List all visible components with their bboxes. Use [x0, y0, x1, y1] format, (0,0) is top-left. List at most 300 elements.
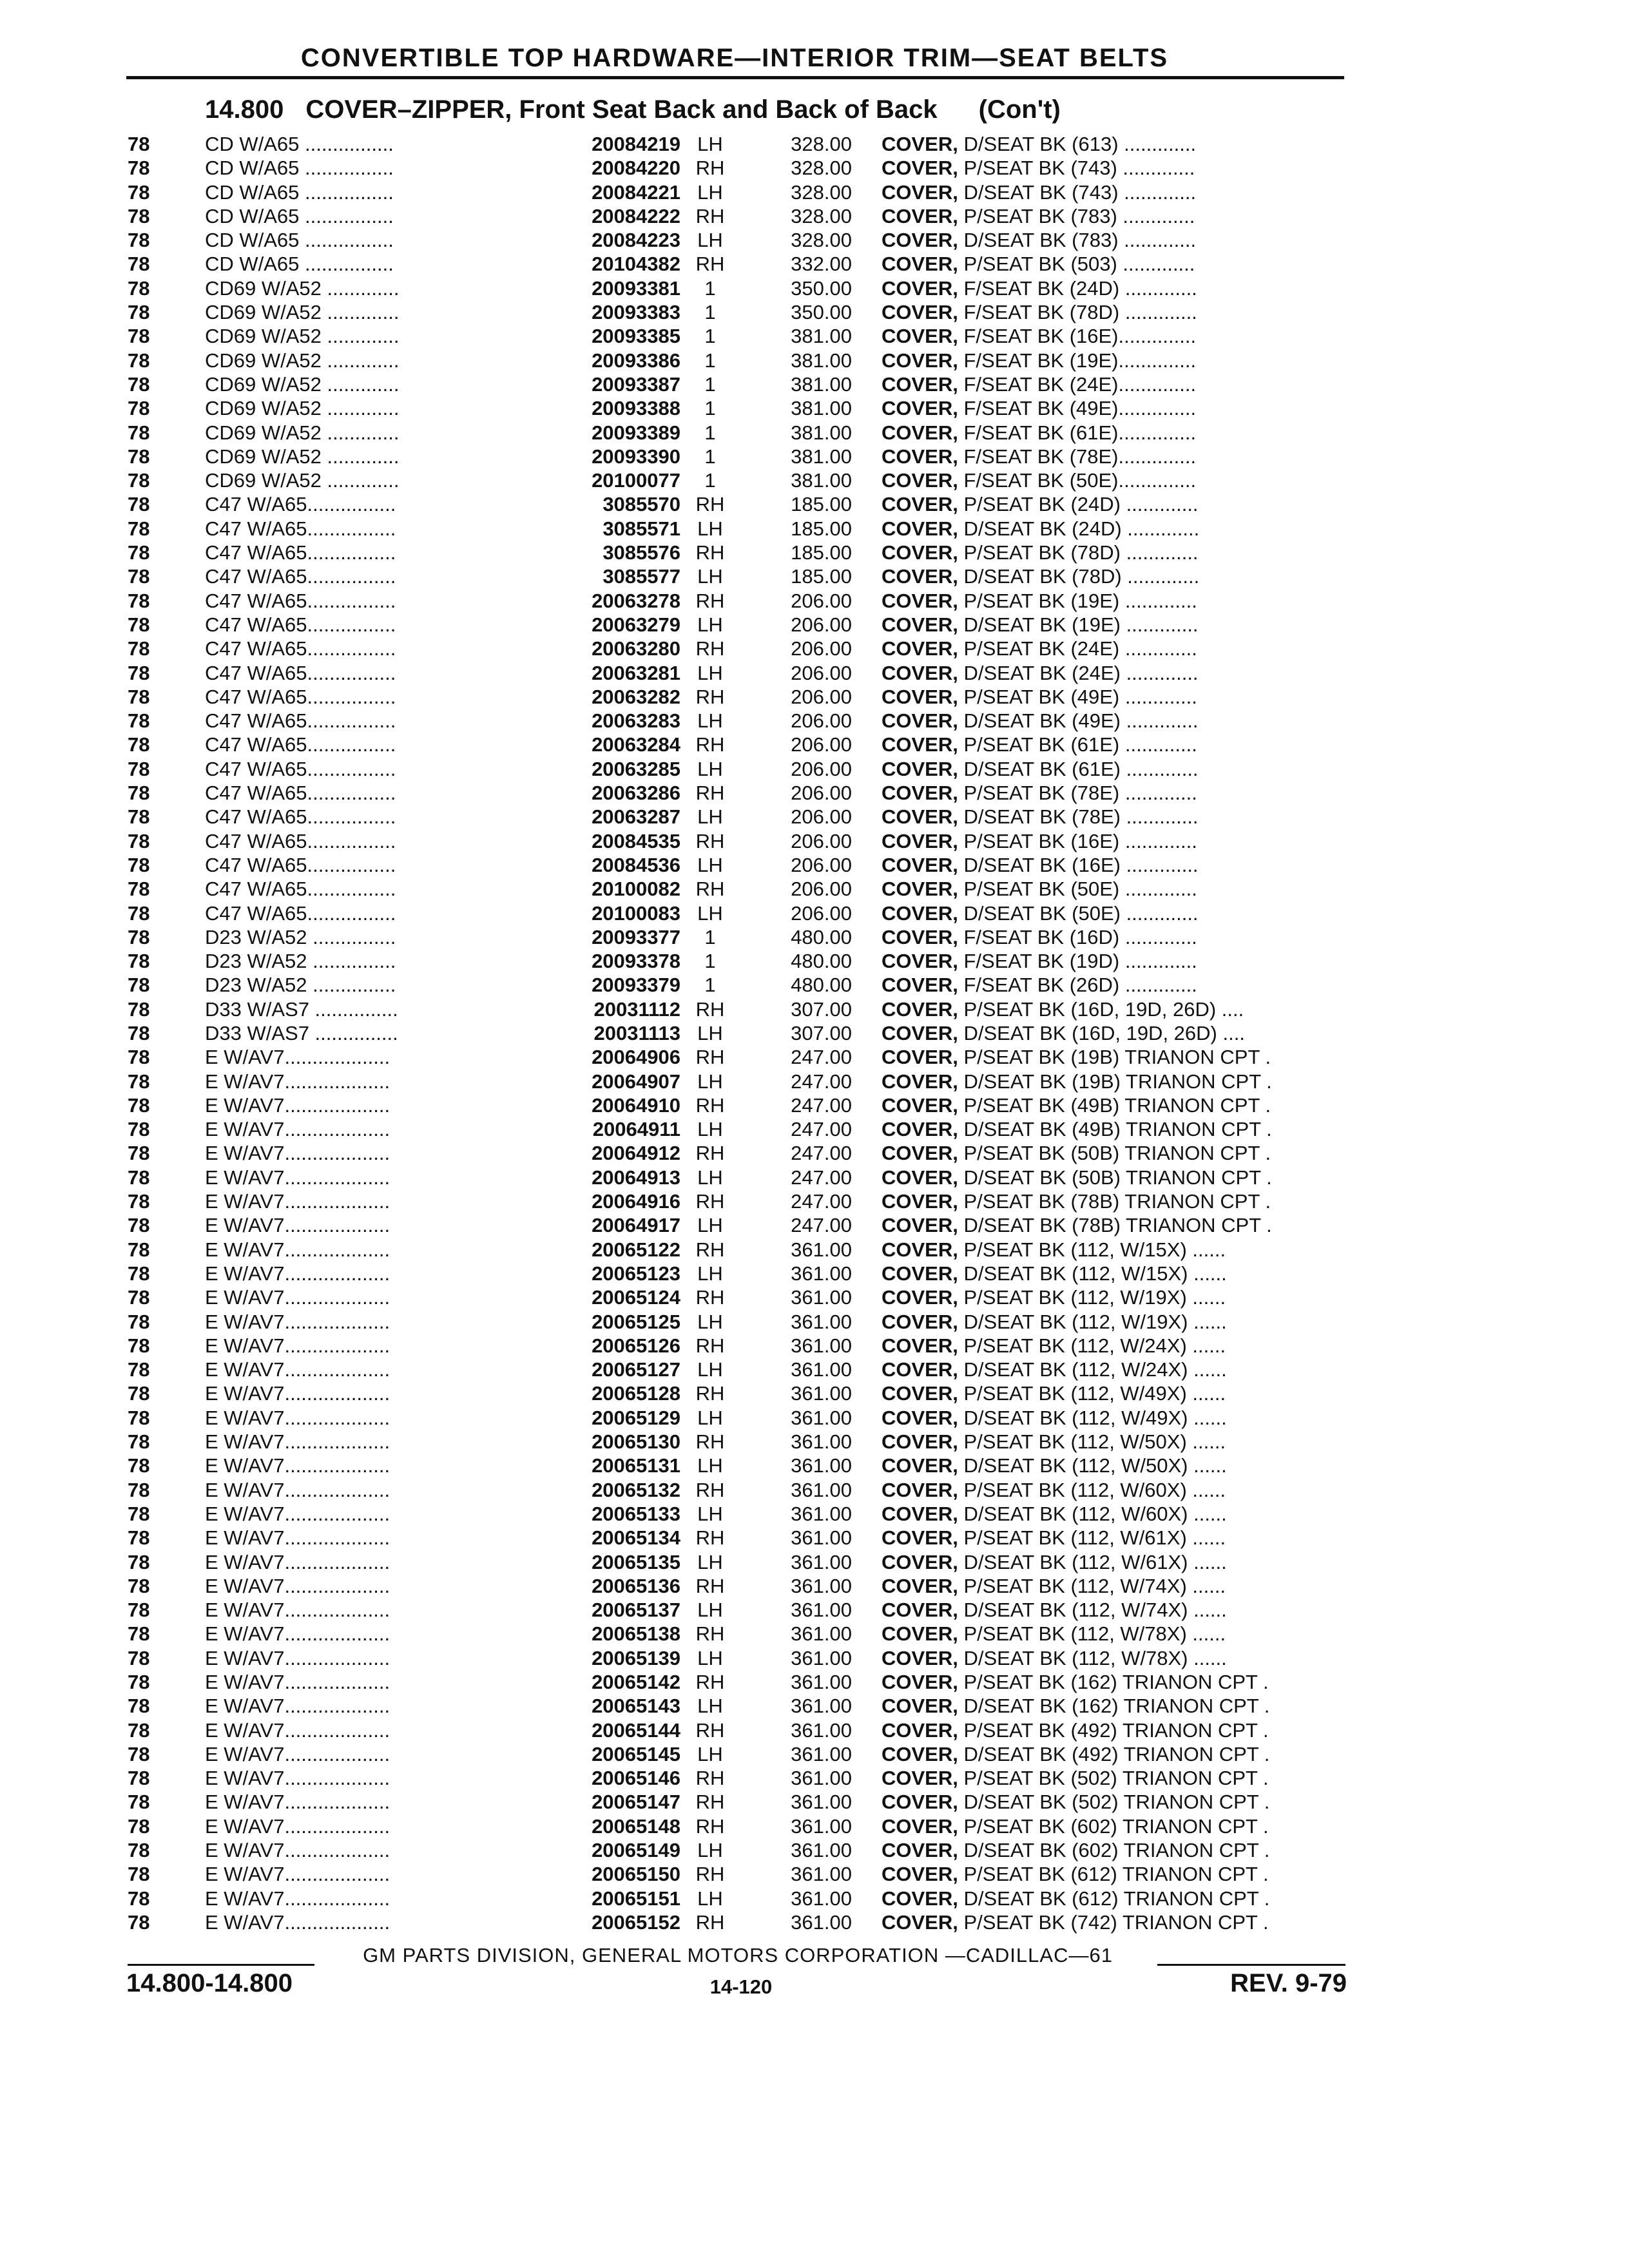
model-cell: E W/AV7................... [205, 1454, 390, 1477]
description-cell [882, 1742, 1347, 1766]
description-keyword: COVER, [882, 589, 958, 612]
description-text: P/SEAT BK (24E) ............. [958, 637, 1197, 660]
price-cell: 332.00 [791, 253, 852, 276]
year-cell: 78 [128, 1190, 150, 1213]
description-cell [882, 1550, 1347, 1574]
price-cell: 361.00 [791, 1286, 852, 1309]
description-keyword: COVER, [882, 782, 958, 805]
description-cell [882, 132, 1347, 156]
description-cell [882, 1045, 1347, 1069]
part-number-cell: 20084219 [592, 133, 680, 155]
year-cell: 78 [128, 541, 150, 564]
part-number-cell: 20063279 [592, 613, 680, 636]
year-cell: 78 [128, 133, 150, 155]
model-cell: CD69 W/A52 ............. [205, 349, 400, 372]
year-cell: 78 [128, 517, 150, 540]
description-keyword: COVER, [882, 1599, 958, 1622]
year-cell: 78 [128, 397, 150, 420]
part-number-cell: 20063282 [592, 685, 680, 708]
model-cell: CD69 W/A52 ............. [205, 372, 400, 396]
model-cell: E W/AV7................... [205, 1093, 390, 1117]
qty-cell: LH [697, 757, 723, 780]
description-keyword: COVER, [882, 1430, 958, 1454]
description-text: P/SEAT BK (112, W/60X) ...... [958, 1478, 1226, 1501]
part-number-cell: 20064910 [592, 1093, 680, 1117]
part-number-cell: 20063278 [592, 589, 680, 612]
model-cell: E W/AV7................... [205, 1046, 390, 1069]
part-number-cell: 20031113 [593, 1021, 680, 1044]
price-cell: 185.00 [791, 517, 852, 540]
year-cell: 78 [128, 637, 150, 660]
qty-cell: RH [695, 541, 725, 564]
description-keyword: COVER, [882, 325, 958, 348]
description-text: D/SEAT BK (78E) ............. [958, 805, 1199, 829]
price-cell: 206.00 [791, 733, 852, 756]
model-cell: C47 W/A65................ [205, 709, 396, 733]
qty-cell: RH [695, 493, 725, 516]
description-text: P/SEAT BK (612) TRIANON CPT . [958, 1863, 1269, 1886]
qty-cell: LH [697, 517, 723, 540]
model-cell: E W/AV7................... [205, 1238, 390, 1261]
table-row [0, 733, 1629, 756]
description-text: P/SEAT BK (112, W/24X) ...... [958, 1334, 1226, 1357]
year-cell: 78 [128, 589, 150, 612]
description-keyword: COVER, [882, 901, 958, 925]
price-cell: 206.00 [791, 901, 852, 925]
price-cell: 361.00 [791, 1382, 852, 1405]
year-cell: 78 [128, 372, 150, 396]
qty-cell: LH [697, 805, 723, 829]
model-cell: C47 W/A65................ [205, 878, 396, 901]
description-keyword: COVER, [882, 661, 958, 684]
description-keyword: COVER, [882, 685, 958, 708]
description-cell [882, 853, 1347, 877]
qty-cell: RH [695, 1190, 725, 1213]
price-cell: 361.00 [791, 1742, 852, 1765]
qty-cell: RH [695, 1286, 725, 1309]
description-text: F/SEAT BK (78D) ............. [958, 301, 1197, 324]
price-cell: 361.00 [791, 1718, 852, 1742]
qty-cell: 1 [704, 349, 716, 372]
description-keyword: COVER, [882, 1358, 958, 1381]
description-cell [882, 180, 1347, 204]
year-cell: 78 [128, 1814, 150, 1838]
part-number-cell: 20063284 [592, 733, 680, 756]
table-row [0, 685, 1629, 709]
description-keyword: COVER, [882, 565, 958, 588]
part-number-cell: 3085571 [602, 517, 680, 540]
year-cell: 78 [128, 1310, 150, 1333]
description-text: P/SEAT BK (112, W/15X) ...... [958, 1238, 1226, 1261]
year-cell: 78 [128, 349, 150, 372]
year-cell: 78 [128, 733, 150, 756]
qty-cell: LH [697, 709, 723, 733]
description-keyword: COVER, [882, 517, 958, 540]
table-row [0, 1285, 1629, 1309]
qty-cell: 1 [704, 469, 716, 492]
qty-cell: RH [695, 878, 725, 901]
model-cell: C47 W/A65................ [205, 853, 396, 876]
description-keyword: COVER, [882, 1622, 958, 1646]
part-number-cell: 20093378 [592, 950, 680, 973]
model-cell: C47 W/A65................ [205, 565, 396, 588]
model-cell: D33 W/AS7 ............... [205, 1021, 398, 1044]
description-keyword: COVER, [882, 1767, 958, 1790]
year-cell: 78 [128, 1526, 150, 1550]
description-text: P/SEAT BK (24D) ............. [958, 493, 1199, 516]
part-number-cell: 20064911 [592, 1118, 680, 1141]
year-cell: 78 [128, 1742, 150, 1765]
table-row [0, 901, 1629, 925]
description-cell [882, 1694, 1347, 1718]
qty-cell: 1 [704, 397, 716, 420]
part-number-cell: 20065139 [592, 1646, 680, 1669]
description-cell [882, 1406, 1347, 1430]
table-row [0, 1430, 1629, 1454]
part-number-cell: 20065136 [592, 1574, 680, 1597]
part-number-cell: 20093388 [592, 397, 680, 420]
table-row [0, 613, 1629, 637]
table-row [0, 1550, 1629, 1574]
price-cell: 381.00 [791, 421, 852, 444]
price-cell: 247.00 [791, 1118, 852, 1141]
description-keyword: COVER, [882, 445, 958, 468]
part-number-cell: 20063281 [592, 661, 680, 684]
description-cell [882, 709, 1347, 733]
qty-cell: RH [695, 204, 725, 227]
qty-cell: RH [695, 1526, 725, 1550]
description-text: F/SEAT BK (78E).............. [958, 445, 1197, 468]
price-cell: 361.00 [791, 1454, 852, 1477]
description-keyword: COVER, [882, 1406, 958, 1429]
description-cell [882, 517, 1347, 541]
description-cell [882, 228, 1347, 252]
model-cell: CD69 W/A52 ............. [205, 469, 400, 492]
description-cell [882, 252, 1347, 276]
part-number-cell: 20064917 [592, 1214, 680, 1237]
table-row [0, 421, 1629, 445]
price-cell: 361.00 [791, 1478, 852, 1501]
year-cell: 78 [128, 1214, 150, 1237]
description-text: F/SEAT BK (49E).............. [958, 397, 1197, 420]
description-keyword: COVER, [882, 1334, 958, 1357]
table-row [0, 252, 1629, 276]
qty-cell: RH [695, 782, 725, 805]
part-number-cell: 20065137 [592, 1599, 680, 1622]
description-keyword: COVER, [882, 1142, 958, 1165]
description-cell [882, 949, 1347, 973]
description-cell [882, 1093, 1347, 1117]
qty-cell: RH [695, 1093, 725, 1117]
year-cell: 78 [128, 829, 150, 852]
qty-cell: LH [697, 1454, 723, 1477]
price-cell: 381.00 [791, 325, 852, 348]
qty-cell: RH [695, 685, 725, 708]
description-text: D/SEAT BK (112, W/50X) ...... [958, 1454, 1227, 1477]
description-text: P/SEAT BK (112, W/74X) ...... [958, 1574, 1226, 1597]
description-text: P/SEAT BK (503) ............. [958, 253, 1195, 276]
description-text: F/SEAT BK (16E).............. [958, 325, 1197, 348]
table-row [0, 349, 1629, 372]
price-cell: 381.00 [791, 397, 852, 420]
description-cell [882, 1213, 1347, 1237]
description-cell [882, 1478, 1347, 1502]
year-cell: 78 [128, 204, 150, 227]
year-cell: 78 [128, 974, 150, 997]
part-number-cell: 20063283 [592, 709, 680, 733]
description-cell [882, 973, 1347, 997]
year-cell: 78 [128, 1671, 150, 1693]
model-cell: C47 W/A65................ [205, 613, 396, 636]
table-row [0, 1478, 1629, 1502]
table-row [0, 1670, 1629, 1694]
table-row [0, 1718, 1629, 1742]
table-row [0, 1213, 1629, 1237]
description-keyword: COVER, [882, 1238, 958, 1261]
description-text: P/SEAT BK (49B) TRIANON CPT . [958, 1093, 1271, 1117]
description-text: P/SEAT BK (492) TRIANON CPT . [958, 1718, 1269, 1742]
price-cell: 361.00 [791, 1839, 852, 1862]
description-cell [882, 1430, 1347, 1454]
description-text: F/SEAT BK (16D) ............. [958, 925, 1197, 948]
description-keyword: COVER, [882, 1382, 958, 1405]
qty-cell: LH [697, 1070, 723, 1093]
year-cell: 78 [128, 1262, 150, 1285]
part-number-cell: 20093386 [592, 349, 680, 372]
part-number-cell: 20065132 [592, 1478, 680, 1501]
description-keyword: COVER, [882, 301, 958, 324]
model-cell: D23 W/A52 ............... [205, 974, 396, 997]
description-text: D/SEAT BK (112, W/24X) ...... [958, 1358, 1227, 1381]
price-cell: 361.00 [791, 1310, 852, 1333]
year-cell: 78 [128, 1166, 150, 1189]
description-cell [882, 1189, 1347, 1213]
part-number-cell: 20065123 [592, 1262, 680, 1285]
qty-cell: LH [697, 1599, 723, 1622]
qty-cell: RH [695, 157, 725, 180]
part-number-cell: 20093383 [592, 301, 680, 324]
price-cell: 328.00 [791, 157, 852, 180]
description-keyword: COVER, [882, 204, 958, 227]
year-cell: 78 [128, 469, 150, 492]
year-cell: 78 [128, 1382, 150, 1405]
table-row [0, 877, 1629, 901]
description-text: D/SEAT BK (112, W/49X) ...... [958, 1406, 1227, 1429]
model-cell: C47 W/A65................ [205, 589, 396, 612]
description-text: F/SEAT BK (26D) ............. [958, 974, 1197, 997]
qty-cell: 1 [704, 421, 716, 444]
description-keyword: COVER, [882, 541, 958, 564]
description-keyword: COVER, [882, 997, 958, 1021]
description-text: D/SEAT BK (50B) TRIANON CPT . [958, 1166, 1272, 1189]
part-number-cell: 20063287 [592, 805, 680, 829]
description-keyword: COVER, [882, 805, 958, 829]
price-cell: 361.00 [791, 1695, 852, 1718]
description-keyword: COVER, [882, 637, 958, 660]
part-number-cell: 20065147 [592, 1791, 680, 1814]
table-row [0, 228, 1629, 252]
description-cell [882, 1238, 1347, 1262]
table-row [0, 805, 1629, 829]
price-cell: 350.00 [791, 276, 852, 300]
table-row [0, 1358, 1629, 1381]
table-row [0, 661, 1629, 685]
qty-cell: LH [697, 661, 723, 684]
part-number-cell: 20093385 [592, 325, 680, 348]
description-text: P/SEAT BK (783) ............. [958, 204, 1195, 227]
description-text: F/SEAT BK (24E).............. [958, 372, 1197, 396]
price-cell: 206.00 [791, 878, 852, 901]
model-cell: E W/AV7................... [205, 1910, 390, 1934]
part-number-cell: 20084220 [592, 157, 680, 180]
price-cell: 361.00 [791, 1574, 852, 1597]
description-cell [882, 1021, 1347, 1045]
year-cell: 78 [128, 445, 150, 468]
part-number-cell: 20065134 [592, 1526, 680, 1550]
model-cell: CD W/A65 ................ [205, 229, 394, 252]
table-row [0, 1238, 1629, 1262]
table-row [0, 1021, 1629, 1045]
description-keyword: COVER, [882, 1286, 958, 1309]
part-number-cell: 20064912 [592, 1142, 680, 1165]
price-cell: 206.00 [791, 661, 852, 684]
qty-cell: LH [697, 1358, 723, 1381]
year-cell: 78 [128, 1910, 150, 1934]
qty-cell: 1 [704, 445, 716, 468]
table-row [0, 1189, 1629, 1213]
description-cell [882, 997, 1347, 1021]
model-cell: C47 W/A65................ [205, 637, 396, 660]
table-row [0, 829, 1629, 853]
description-text: D/SEAT BK (112, W/19X) ...... [958, 1310, 1227, 1333]
description-keyword: COVER, [882, 1093, 958, 1117]
part-number-cell: 20064916 [592, 1190, 680, 1213]
table-row [0, 781, 1629, 805]
description-text: D/SEAT BK (162) TRIANON CPT . [958, 1695, 1270, 1718]
price-cell: 361.00 [791, 1406, 852, 1429]
year-cell: 78 [128, 925, 150, 948]
table-row [0, 541, 1629, 564]
part-number-cell: 20065149 [592, 1839, 680, 1862]
table-row [0, 1070, 1629, 1093]
description-text: D/SEAT BK (112, W/74X) ...... [958, 1599, 1227, 1622]
part-number-cell: 20100083 [592, 901, 680, 925]
description-keyword: COVER, [882, 1310, 958, 1333]
qty-cell: RH [695, 1238, 725, 1261]
description-keyword: COVER, [882, 613, 958, 636]
part-number-cell: 20065144 [592, 1718, 680, 1742]
description-cell [882, 156, 1347, 180]
price-cell: 185.00 [791, 541, 852, 564]
model-cell: E W/AV7................... [205, 1863, 390, 1886]
description-cell [882, 300, 1347, 324]
model-cell: C47 W/A65................ [205, 901, 396, 925]
table-row [0, 1310, 1629, 1334]
model-cell: E W/AV7................... [205, 1190, 390, 1213]
table-row [0, 1381, 1629, 1405]
description-text: D/SEAT BK (49B) TRIANON CPT . [958, 1118, 1272, 1141]
year-cell: 78 [128, 1695, 150, 1718]
description-keyword: COVER, [882, 1478, 958, 1501]
table-row [0, 1045, 1629, 1069]
part-number-cell: 3085570 [602, 493, 680, 516]
description-text: F/SEAT BK (24D) ............. [958, 276, 1197, 300]
price-cell: 247.00 [791, 1070, 852, 1093]
description-text: P/SEAT BK (112, W/61X) ...... [958, 1526, 1226, 1550]
price-cell: 328.00 [791, 180, 852, 204]
footer-revision: REV. 9-79 [1230, 1969, 1347, 1997]
part-number-cell: 20063285 [592, 757, 680, 780]
price-cell: 328.00 [791, 204, 852, 227]
model-cell: CD W/A65 ................ [205, 157, 394, 180]
price-cell: 361.00 [791, 1887, 852, 1910]
model-cell: CD69 W/A52 ............. [205, 325, 400, 348]
year-cell: 78 [128, 805, 150, 829]
description-cell [882, 564, 1347, 588]
model-cell: E W/AV7................... [205, 1358, 390, 1381]
model-cell: E W/AV7................... [205, 1478, 390, 1501]
year-cell: 78 [128, 661, 150, 684]
year-cell: 78 [128, 950, 150, 973]
description-cell [882, 1358, 1347, 1381]
description-cell [882, 1670, 1347, 1694]
description-keyword: COVER, [882, 974, 958, 997]
year-cell: 78 [128, 1430, 150, 1454]
part-number-cell: 20065146 [592, 1767, 680, 1790]
table-row [0, 1141, 1629, 1165]
description-text: P/SEAT BK (61E) ............. [958, 733, 1197, 756]
model-cell: E W/AV7................... [205, 1166, 390, 1189]
description-cell [882, 421, 1347, 445]
part-number-cell: 20084221 [592, 180, 680, 204]
price-cell: 206.00 [791, 829, 852, 852]
table-row [0, 949, 1629, 973]
model-cell: E W/AV7................... [205, 1526, 390, 1550]
part-number-cell: 20064907 [592, 1070, 680, 1093]
qty-cell: LH [697, 1695, 723, 1718]
part-number-cell: 20031112 [593, 997, 680, 1021]
price-cell: 480.00 [791, 974, 852, 997]
description-text: D/SEAT BK (112, W/78X) ...... [958, 1646, 1227, 1669]
part-number-cell: 20065138 [592, 1622, 680, 1646]
description-cell [882, 1718, 1347, 1742]
description-keyword: COVER, [882, 1574, 958, 1597]
model-cell: CD69 W/A52 ............. [205, 397, 400, 420]
year-cell: 78 [128, 565, 150, 588]
qty-cell: RH [695, 253, 725, 276]
description-keyword: COVER, [882, 829, 958, 852]
description-cell [882, 1574, 1347, 1598]
price-cell: 328.00 [791, 229, 852, 252]
description-text: P/SEAT BK (743) ............. [958, 157, 1195, 180]
model-cell: E W/AV7................... [205, 1214, 390, 1237]
page-header-title: CONVERTIBLE TOP HARDWARE—INTERIOR TRIM—SEAT BELTS [300, 44, 1169, 72]
description-text: P/SEAT BK (112, W/49X) ...... [958, 1382, 1226, 1405]
qty-cell: LH [697, 1118, 723, 1141]
price-cell: 361.00 [791, 1334, 852, 1357]
description-text: P/SEAT BK (112, W/50X) ...... [958, 1430, 1226, 1454]
model-cell: C47 W/A65................ [205, 685, 396, 708]
table-row [0, 1814, 1629, 1838]
description-cell [882, 1502, 1347, 1526]
price-cell: 206.00 [791, 613, 852, 636]
description-keyword: COVER, [882, 1166, 958, 1189]
table-row [0, 589, 1629, 613]
price-cell: 206.00 [791, 709, 852, 733]
part-number-cell: 20065128 [592, 1382, 680, 1405]
qty-cell: LH [697, 1742, 723, 1765]
description-cell [882, 805, 1347, 829]
